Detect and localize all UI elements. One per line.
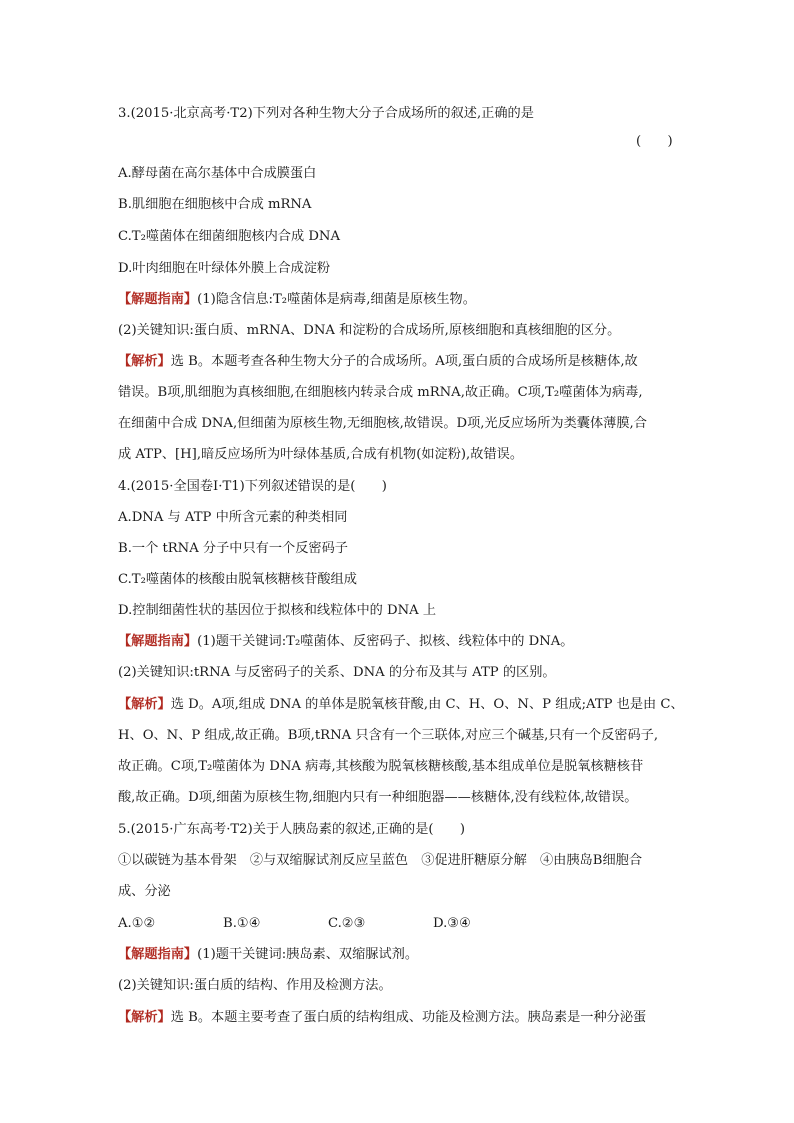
q5-option-d: D.③④ <box>433 916 471 931</box>
q3-guide-tag: 【解题指南】 <box>118 292 198 307</box>
q3-option-c: C.T₂噬菌体在细菌细胞核内合成 DNA <box>118 229 340 244</box>
q4-option-a: A.DNA 与 ATP 中所含元素的种类相同 <box>118 510 348 525</box>
q3-guide-1 <box>118 290 678 310</box>
q5-analysis-tag: 【解析】 <box>118 1010 171 1025</box>
q3-guide-1-text: (1)隐含信息:T₂噬菌体是病毒,细菌是原核生物。 <box>197 292 476 307</box>
q4-guide-1-text: (1)题干关键词:T₂噬菌体、反密码子、拟核、线粒体中的 DNA。 <box>197 634 574 649</box>
q4-option-c: C.T₂噬菌体的核酸由脱氧核糖核苷酸组成 <box>118 572 357 587</box>
q4-analysis-3: 故正确。C项,T₂噬菌体为 DNA 病毒,其核酸为脱氧核糖核酸,基本组成单位是脱氧核糖核苷 <box>118 759 644 774</box>
q3-answer-parenthesis: ( ) <box>636 134 673 149</box>
q3-option-a: A.酵母菌在高尔基体中合成膜蛋白 <box>118 166 317 181</box>
q5-items-1: ①以碳链为基本骨架 ②与双缩脲试剂反应呈蓝色 ③促进肝糖原分解 ④由胰岛B细胞合 <box>118 853 642 868</box>
q4-analysis-1-text: 选 D。A项,组成 DNA 的单体是脱氧核苷酸,由 C、H、O、N、P 组成;ATP 也是由 C、 <box>170 697 684 712</box>
q5-guide-2: (2)关键知识:蛋白质的结构、作用及检测方法。 <box>118 978 392 993</box>
q4-option-d: D.控制细菌性状的基因位于拟核和线粒体中的 DNA 上 <box>118 603 437 618</box>
q3-option-d: D.叶肉细胞在叶绿体外膜上合成淀粉 <box>118 261 331 276</box>
q5-guide-1 <box>118 945 678 965</box>
q5-option-b: B.①④ <box>223 916 261 931</box>
q3-option-b: B.肌细胞在细胞核中合成 mRNA <box>118 197 312 212</box>
q5-options <box>118 914 678 934</box>
q4-guide-2: (2)关键知识:tRNA 与反密码子的关系、DNA 的分布及其与 ATP 的区别。 <box>118 665 556 680</box>
q4-stem: 4.(2015·全国卷Ⅰ·T1)下列叙述错误的是( ) <box>118 479 387 494</box>
q3-stem: 3.(2015·北京高考·T2)下列对各种生物大分子合成场所的叙述,正确的是 <box>118 106 534 121</box>
q5-option-c: C.②③ <box>328 916 366 931</box>
q3-analysis-2: 错误。B项,肌细胞为真核细胞,在细胞核内转录合成 mRNA,故正确。C项,T₂噬菌体为病毒, <box>118 385 643 400</box>
q3-analysis-1 <box>118 352 678 372</box>
q5-items-2: 成、分泌 <box>118 884 171 899</box>
q4-analysis-2: H、O、N、P 组成,故正确。B项,tRNA 只含有一个三联体,对应三个碱基,只有一个反密码子, <box>118 728 659 743</box>
q4-guide-1 <box>118 632 678 652</box>
q3-guide-2: (2)关键知识:蛋白质、mRNA、DNA 和淀粉的合成场所,原核细胞和真核细胞的区分。 <box>118 323 621 338</box>
q4-option-b: B.一个 tRNA 分子中只有一个反密码子 <box>118 541 348 556</box>
q4-analysis-1 <box>118 695 684 715</box>
q3-analysis-4: 成 ATP、[H],暗反应场所为叶绿体基质,合成有机物(如淀粉),故错误。 <box>118 447 524 462</box>
q5-option-a: A.①② <box>118 916 156 931</box>
q5-stem: 5.(2015·广东高考·T2)关于人胰岛素的叙述,正确的是( ) <box>118 822 466 837</box>
q5-analysis-1-text: 选 B。本题主要考查了蛋白质的结构组成、功能及检测方法。胰岛素是一种分泌蛋 <box>170 1010 647 1025</box>
q4-analysis-tag: 【解析】 <box>118 697 171 712</box>
q5-guide-tag: 【解题指南】 <box>118 947 198 962</box>
q3-analysis-3: 在细菌中合成 DNA,但细菌为原核生物,无细胞核,故错误。D项,光反应场所为类囊体薄膜,合 <box>118 416 647 431</box>
q5-analysis-1 <box>118 1008 678 1028</box>
q3-analysis-tag: 【解析】 <box>118 354 171 369</box>
q3-analysis-1-text: 选 B。本题考查各种生物大分子的合成场所。A项,蛋白质的合成场所是核糖体,故 <box>170 354 638 369</box>
q4-guide-tag: 【解题指南】 <box>118 634 198 649</box>
q4-analysis-4: 酸,故正确。D项,细菌为原核生物,细胞内只有一种细胞器——核糖体,没有线粒体,故错误。 <box>118 790 638 805</box>
q5-guide-1-text: (1)题干关键词:胰岛素、双缩脲试剂。 <box>197 947 419 962</box>
